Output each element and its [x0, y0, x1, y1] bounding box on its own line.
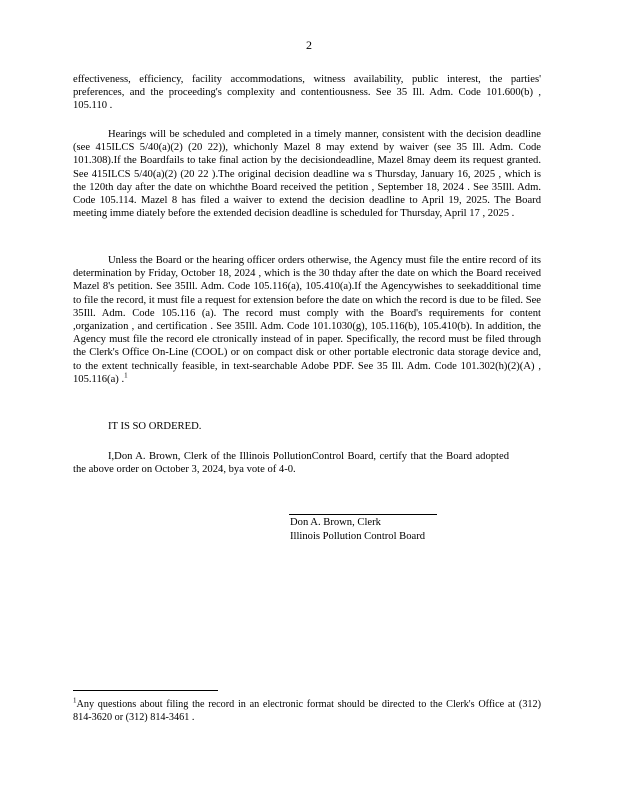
signature-organization: Illinois Pollution Control Board [290, 531, 426, 542]
record-filing-text: Unless the Board or the hearing officer orders otherwise, the Agency must file the entire record of its determination by Friday, October 18, 2024 , which is the 30 thday after the date on which the Board received Mazel 8's petition. See 35Ill. Adm. Code 105.116(a), 105.410(a).If the Agencywishes to seekadditional time to file the record, it must file a request for extension before the date on which the record is due to be filed. See 35Ill. Adm. Code 105.116 (a). The record must comply with the Board's requirements for content ,organization , and certification . See 35Ill. Adm. Code 101.1030(g), 105.116(b), 105.410(b). In addition, the Agency must file the record ele ctronically instead of in paper. Specifically, the record must be filed through the Clerk's Office On-Line (COOL) or on compact disk or other portable electronic data storage device and, to the extent technically feasible, in text-searchable Adobe PDF. See 35 Ill. Adm. Code 101.302(h)(2)(A) , 105.116(a) . [73, 255, 541, 385]
footnote-divider [73, 690, 218, 691]
order-statement: IT IS SO ORDERED. [108, 421, 202, 432]
paragraph-record-filing [73, 254, 541, 386]
paragraph-scheduling-factors: effectiveness, efficiency, facility accommodations, witness availability, public interest, the parties' preferences, and the proceeding's complexity and contentiousness. See 35 Ill. Adm. Code 101.600(b) , 105.110 . [73, 74, 541, 112]
signature-line [289, 514, 437, 515]
footnote-mark: 1 [73, 696, 77, 705]
footnote-reference: 1 [124, 371, 128, 380]
footnote [73, 698, 541, 724]
page-number: 2 [306, 38, 312, 52]
signature-name: Don A. Brown, Clerk [290, 517, 381, 528]
paragraph-hearing-deadline: Hearings will be scheduled and completed in a timely manner, consistent with the decision deadline (see 415ILCS 5/40(a)(2) (20 22)), whichonly Mazel 8 may extend by waiver (see 35 Ill. Adm. Code 101.308).If the Boardfails to take final action by the decisiondeadline, Mazel 8may deem its request granted. See 415ILCS 5/40(a)(2) (20 22 ).The original decision deadline wa s Thursday, January 16, 2025 , which is the 120th day after the date on whichthe Board received the petition , September 18, 2024 . See 35Ill. Adm. Code 105.114. Mazel 8 has filed a waiver to extend the decision deadline to April 19, 2025. The Board meeting imme diately before the extended decision deadline is scheduled for Thursday, April 17 , 2025 . [73, 129, 541, 220]
footnote-text: Any questions about filing the record in an electronic format should be directed to the Clerk's Office at (312) 814-3620 or (312) 814-3461 . [73, 699, 541, 723]
clerk-certification: I,Don A. Brown, Clerk of the Illinois PollutionControl Board, certify that the Board adopted the above order on October 3, 2024, bya vote of 4-0. [73, 451, 509, 476]
